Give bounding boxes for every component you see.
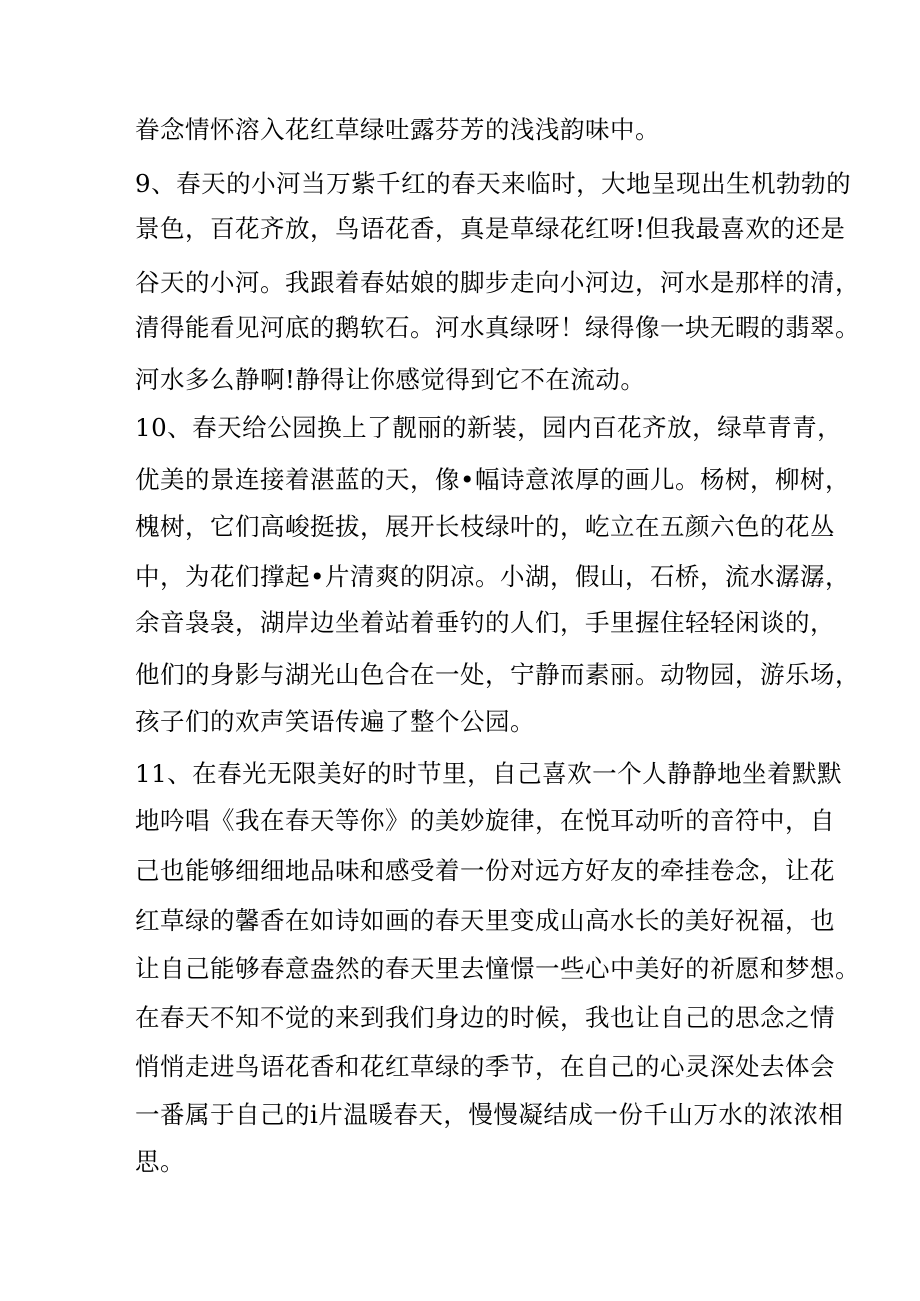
text-line: 优美的景连接着湛蓝的天，像•幅诗意浓厚的画儿。杨树，柳树， bbox=[135, 465, 850, 494]
text-line: 一番属于自己的i片温暖春天，慢慢凝结成一份千山万水的浓浓相 bbox=[135, 1100, 844, 1129]
text-line: 清得能看见河底的鹅软石。河水真绿呀！绿得像一块无暇的翡翠。 bbox=[135, 313, 860, 342]
text-line: 河水多么静啊!静得让你感觉得到它不在流动。 bbox=[135, 365, 646, 394]
text-line: 在春天不知不觉的来到我们身边的时候，我也让自己的思念之情 bbox=[135, 1003, 835, 1032]
text-line: 11、在春光无限美好的时节里，自己喜欢一个人静静地坐着默默 bbox=[135, 759, 843, 788]
text-line: 他们的身影与湖光山色合在一处，宁静而素丽。动物园，游乐场， bbox=[135, 660, 860, 689]
text-line: 悄悄走进鸟语花香和花红草绿的季节，在自己的心灵深处去体会 bbox=[135, 1052, 835, 1081]
text-line: 己也能够细细地品味和感受着一份对远方好友的牵挂卷念，让花 bbox=[135, 856, 835, 885]
text-line: 槐树，它们高峻挺拔，展开长枝绿叶的，屹立在五颜六色的花丛 bbox=[135, 512, 835, 541]
text-line: 景色，百花齐放，鸟语花香，真是草绿花红呀!但我最喜欢的还是 bbox=[135, 214, 846, 243]
text-line: 9、春天的小河当万紫千红的春天来临时，大地呈现出生机勃勃的 bbox=[135, 169, 852, 198]
text-line: 思。 bbox=[135, 1147, 185, 1176]
text-line: 眷念情怀溶入花红草绿吐露芬芳的浅浅韵味中。 bbox=[135, 115, 660, 144]
text-line: 余音袅袅，湖岸边坐着站着垂钓的人们，手里握住轻轻闲谈的， bbox=[135, 608, 835, 637]
text-line: 孩子们的欢声笑语传遍了整个公园。 bbox=[135, 707, 535, 736]
text-line: 10、春天给公园换上了靓丽的新装，园内百花齐放，绿草青青， bbox=[135, 413, 843, 442]
text-line: 地吟唱《我在春天等你》的美妙旋律，在悦耳动听的音符中，自 bbox=[135, 806, 835, 835]
text-line: 红草绿的馨香在如诗如画的春天里变成山高水长的美好祝福，也 bbox=[135, 906, 835, 935]
text-line: 谷天的小河。我跟着春姑娘的脚步走向小河边，河水是那样的清， bbox=[135, 268, 860, 297]
text-line: 中，为花们撑起•片清爽的阴凉。小湖，假山，石桥，流水潺潺， bbox=[135, 562, 850, 591]
text-line: 让自己能够春意盎然的春天里去憧憬一些心中美好的祈愿和梦想。 bbox=[135, 954, 860, 983]
